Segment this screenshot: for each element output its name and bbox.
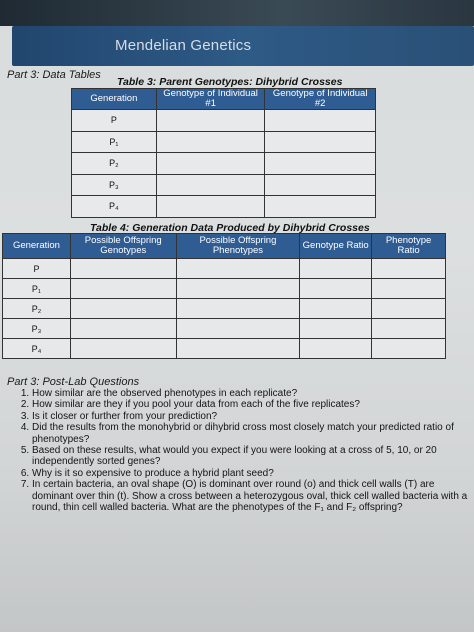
table4-header-offspring-phenotypes: Possible Offspring Phenotypes bbox=[176, 234, 300, 259]
blank-cell[interactable] bbox=[372, 299, 446, 319]
part-data-tables-label: Part 3: Data Tables bbox=[7, 69, 101, 81]
blank-cell[interactable] bbox=[372, 259, 446, 279]
page-title: Mendelian Genetics bbox=[115, 37, 252, 54]
generation-cell: P₃ bbox=[72, 174, 157, 196]
generation-cell: P bbox=[72, 110, 157, 132]
blank-cell[interactable] bbox=[156, 153, 265, 175]
table-row bbox=[3, 319, 446, 339]
table-row bbox=[72, 153, 376, 175]
generation-cell: P₂ bbox=[3, 299, 71, 319]
blank-cell[interactable] bbox=[300, 279, 372, 299]
table3-header-genotype-2: Genotype of Individual #2 bbox=[265, 89, 376, 110]
table-row bbox=[72, 110, 376, 132]
question-2: 2. How similar are they if you pool your data from each of the five replicates? bbox=[32, 399, 472, 410]
blank-cell[interactable] bbox=[176, 339, 300, 359]
blank-cell[interactable] bbox=[156, 110, 265, 132]
blank-cell[interactable] bbox=[70, 299, 176, 319]
generation-cell: P₄ bbox=[3, 339, 71, 359]
blank-cell[interactable] bbox=[265, 131, 376, 153]
table4-header-phenotype-ratio: Phenotype Ratio bbox=[372, 234, 446, 259]
blank-cell[interactable] bbox=[70, 319, 176, 339]
blank-cell[interactable] bbox=[156, 131, 265, 153]
post-lab-questions bbox=[12, 388, 472, 513]
blank-cell[interactable] bbox=[300, 319, 372, 339]
question-7: 7. In certain bacteria, an oval shape (O) is dominant over round (o) and thick cell walls (T) are dominant over thin (t). Show a cross between a heterozygous oval, thick cell walled bacteria with a round, thin cell walled bacteria. What are the phenotypes of the F₁ and F₂ offspring? bbox=[32, 479, 472, 513]
table3-caption: Table 3: Parent Genotypes: Dihybrid Crosses bbox=[117, 76, 343, 88]
table4-header-offspring-genotypes: Possible Offspring Genotypes bbox=[70, 234, 176, 259]
top-dark-strip bbox=[0, 0, 474, 26]
question-5: 5. Based on these results, what would you expect if you were looking at a cross of 5, 10, or 20 independently sorted genes? bbox=[32, 445, 472, 468]
table-row bbox=[3, 259, 446, 279]
generation-cell: P₁ bbox=[72, 131, 157, 153]
generation-cell: P₃ bbox=[3, 319, 71, 339]
blank-cell[interactable] bbox=[372, 279, 446, 299]
blank-cell[interactable] bbox=[176, 319, 300, 339]
generation-cell: P bbox=[3, 259, 71, 279]
blank-cell[interactable] bbox=[176, 259, 300, 279]
table4 bbox=[2, 233, 446, 359]
blank-cell[interactable] bbox=[70, 279, 176, 299]
blank-cell[interactable] bbox=[70, 339, 176, 359]
table3-header-row bbox=[72, 89, 376, 110]
table-row bbox=[72, 131, 376, 153]
question-1: 1. How similar are the observed phenotypes in each replicate? bbox=[32, 388, 472, 399]
blank-cell[interactable] bbox=[372, 339, 446, 359]
blank-cell[interactable] bbox=[300, 339, 372, 359]
table-row bbox=[3, 279, 446, 299]
blank-cell[interactable] bbox=[300, 299, 372, 319]
blank-cell[interactable] bbox=[156, 196, 265, 218]
table4-header-row bbox=[3, 234, 446, 259]
blank-cell[interactable] bbox=[265, 174, 376, 196]
generation-cell: P₂ bbox=[72, 153, 157, 175]
table4-header-genotype-ratio: Genotype Ratio bbox=[300, 234, 372, 259]
blank-cell[interactable] bbox=[265, 153, 376, 175]
blank-cell[interactable] bbox=[265, 196, 376, 218]
blank-cell[interactable] bbox=[300, 259, 372, 279]
table4-header-generation: Generation bbox=[3, 234, 71, 259]
table-row bbox=[72, 196, 376, 218]
generation-cell: P₄ bbox=[72, 196, 157, 218]
table-row bbox=[72, 174, 376, 196]
blank-cell[interactable] bbox=[372, 319, 446, 339]
question-6: 6. Why is it so expensive to produce a hybrid plant seed? bbox=[32, 468, 472, 479]
part-post-lab-label: Part 3: Post-Lab Questions bbox=[7, 376, 140, 388]
question-3: 3. Is it closer or further from your prediction? bbox=[32, 411, 472, 422]
generation-cell: P₁ bbox=[3, 279, 71, 299]
table3 bbox=[71, 88, 376, 218]
blank-cell[interactable] bbox=[176, 299, 300, 319]
blank-cell[interactable] bbox=[176, 279, 300, 299]
blank-cell[interactable] bbox=[265, 110, 376, 132]
table3-header-genotype-1: Genotype of Individual #1 bbox=[156, 89, 265, 110]
table-row bbox=[3, 299, 446, 319]
blank-cell[interactable] bbox=[70, 259, 176, 279]
table3-header-generation: Generation bbox=[72, 89, 157, 110]
table4-caption: Table 4: Generation Data Produced by Dihybrid Crosses bbox=[90, 222, 370, 234]
blank-cell[interactable] bbox=[156, 174, 265, 196]
question-4: 4. Did the results from the monohybrid or dihybrid cross most closely match your predicted ratio of phenotypes? bbox=[32, 422, 472, 445]
table-row bbox=[3, 339, 446, 359]
